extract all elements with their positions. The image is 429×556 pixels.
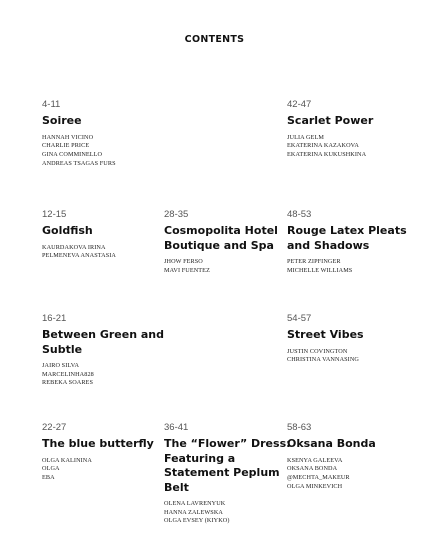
entry-credits — [164, 258, 292, 275]
credit-name: OLGA MINKEVICH — [287, 482, 343, 490]
entry-title: Scarlet Power — [287, 114, 374, 127]
entry-pages: 54-57 — [287, 313, 312, 324]
toc-entry-oksana-bonda[interactable] — [287, 422, 415, 491]
credit-name: @MECHTA_MAKEUR — [287, 473, 350, 481]
toc-entry-blue-butterfly[interactable] — [42, 422, 170, 483]
entry-credits — [287, 457, 415, 492]
credit-name: MARCELINHA828 — [42, 370, 94, 378]
credit-name: PETER ZIPFINGER — [287, 258, 341, 265]
credit-name: MAVI FUENTEZ — [164, 266, 210, 274]
credit-name: CHRISTINA VANNASING — [287, 356, 359, 364]
entry-title: The “Flower” Dress: Featuring a Statement Peplum Belt — [164, 437, 291, 494]
entry-pages: 4-11 — [42, 99, 61, 110]
entry-pages: 36-41 — [164, 422, 189, 433]
entry-credits — [42, 244, 170, 261]
entry-title: The blue butterfly — [42, 437, 154, 450]
credit-name: JUSTIN COVINGTON — [287, 347, 348, 355]
entry-credits — [164, 500, 292, 526]
credit-name: OLGA EVSEY (KIYKO) — [164, 517, 230, 525]
credit-name: OLGA — [42, 465, 60, 473]
credit-name: JHOW FERSO — [164, 258, 203, 265]
entry-credits — [287, 348, 415, 365]
toc-entry-scarlet-power[interactable] — [287, 99, 415, 160]
credit-name: KSENYA GALEEVA — [287, 456, 343, 464]
toc-entry-flower-dress[interactable] — [164, 422, 292, 526]
credit-name: ANDREAS TSAGAS FURS — [42, 159, 116, 167]
credit-name: REBEKA SOARES — [42, 379, 93, 387]
credit-name: CHARLIE PRICE — [42, 142, 90, 150]
toc-entry-street-vibes[interactable] — [287, 313, 415, 365]
toc-entry-soiree[interactable] — [42, 99, 170, 168]
toc-entry-between-green[interactable] — [42, 313, 170, 388]
credit-name: MICHELLE WILLIAMS — [287, 266, 353, 274]
entry-title: Between Green and Subtle — [42, 328, 165, 356]
toc-entry-goldfish[interactable] — [42, 209, 170, 261]
entry-pages: 42-47 — [287, 99, 312, 110]
credit-name: OLENA LAVRENYUK — [164, 500, 226, 507]
credit-name: HANNA ZALEWSKA — [164, 508, 223, 516]
entry-title: Soiree — [42, 114, 82, 127]
credit-name: EBA — [42, 473, 55, 481]
entry-title: Cosmopolita Hotel Boutique and Spa — [164, 224, 278, 252]
credit-name: JULIA GELM — [287, 133, 324, 141]
toc-entry-rouge-latex[interactable] — [287, 209, 415, 275]
entry-title: Street Vibes — [287, 328, 364, 341]
credit-name: EKATERINA KAZAKOVA — [287, 142, 359, 150]
entry-pages: 16-21 — [42, 313, 67, 324]
credit-name: GINA COMMINELLO — [42, 150, 103, 158]
entry-credits — [42, 362, 170, 388]
credit-name: KAURDAKOVA IRINA — [42, 243, 106, 251]
entry-title: Rouge Latex Pleats and Shadows — [287, 224, 407, 252]
entry-credits — [42, 134, 170, 169]
entry-credits — [287, 134, 415, 160]
entry-pages: 48-53 — [287, 209, 312, 220]
credit-name: HANNAH VICINO — [42, 133, 94, 141]
entry-title: Goldfish — [42, 224, 93, 237]
toc-entry-cosmopolita[interactable] — [164, 209, 292, 275]
entry-title: Oksana Bonda — [287, 437, 376, 450]
page-title: CONTENTS — [184, 34, 245, 45]
credit-name: OLGA KALININA — [42, 456, 92, 464]
entry-credits — [42, 457, 170, 483]
entry-pages: 58-63 — [287, 422, 312, 433]
credit-name: EKATERINA KUKUSHKINA — [287, 150, 367, 158]
credit-name: PELMENEVA ANASTASIA — [42, 252, 116, 260]
entry-credits — [287, 258, 415, 275]
entry-pages: 22-27 — [42, 422, 67, 433]
entry-pages: 28-35 — [164, 209, 189, 220]
entry-pages: 12-15 — [42, 209, 67, 220]
credit-name: OKSANA BONDA — [287, 465, 338, 473]
credit-name: JAIRO SILVA — [42, 362, 80, 369]
